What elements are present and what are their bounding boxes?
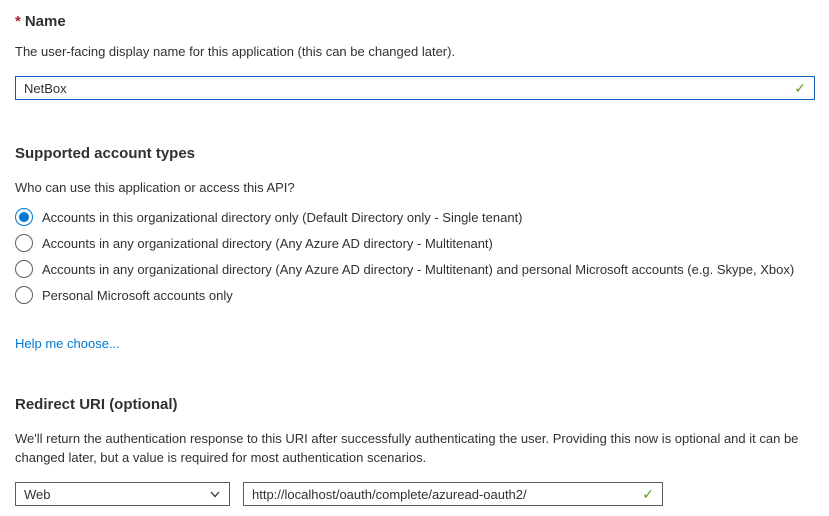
account-type-option-multitenant-personal[interactable] bbox=[15, 260, 815, 278]
name-input-box bbox=[15, 76, 815, 100]
redirect-uri-section bbox=[15, 395, 815, 506]
radio-button-icon[interactable] bbox=[15, 234, 33, 252]
redirect-uri-title: Redirect URI (optional) bbox=[15, 396, 178, 413]
redirect-uri-description: We'll return the authentication response to this URI after successfully authenticating the user. Providing this now is optional and it can be changed later, but a value is required for most authentication scenarios. bbox=[15, 431, 799, 465]
account-type-option-single-tenant[interactable] bbox=[15, 208, 815, 226]
account-type-option-personal-only[interactable] bbox=[15, 286, 815, 304]
radio-label: Accounts in any organizational directory (Any Azure AD directory - Multitenant) bbox=[42, 235, 493, 251]
name-section bbox=[15, 12, 815, 100]
account-types-section bbox=[15, 144, 815, 351]
account-types-radio-group bbox=[15, 208, 815, 304]
name-description: The user-facing display name for this application (this can be changed later). bbox=[15, 44, 456, 59]
platform-select[interactable] bbox=[15, 482, 230, 506]
redirect-uri-row bbox=[15, 482, 815, 506]
valid-check-icon: ✓ bbox=[794, 80, 806, 96]
radio-label: Personal Microsoft accounts only bbox=[42, 287, 233, 303]
account-types-title: Supported account types bbox=[15, 145, 196, 162]
redirect-uri-input[interactable] bbox=[252, 483, 634, 505]
valid-check-icon: ✓ bbox=[642, 486, 654, 502]
chevron-down-icon bbox=[209, 488, 221, 500]
radio-button-icon[interactable] bbox=[15, 286, 33, 304]
radio-button-icon[interactable] bbox=[15, 208, 33, 226]
redirect-uri-input-box bbox=[243, 482, 663, 506]
platform-select-value: Web bbox=[24, 486, 51, 502]
required-asterisk: * bbox=[15, 13, 21, 30]
account-type-option-multitenant[interactable] bbox=[15, 234, 815, 252]
radio-button-icon[interactable] bbox=[15, 260, 33, 278]
radio-label: Accounts in any organizational directory (Any Azure AD directory - Multitenant) and personal Microsoft accounts (e.g. Skype, Xbox) bbox=[42, 261, 795, 277]
radio-label: Accounts in this organizational directory only (Default Directory only - Single tenant) bbox=[42, 209, 523, 225]
name-input[interactable] bbox=[24, 77, 786, 99]
account-types-question: Who can use this application or access this API? bbox=[15, 180, 295, 195]
help-me-choose-link[interactable]: Help me choose... bbox=[15, 336, 120, 351]
name-title-text: Name bbox=[24, 13, 66, 30]
name-section-title bbox=[15, 12, 815, 32]
